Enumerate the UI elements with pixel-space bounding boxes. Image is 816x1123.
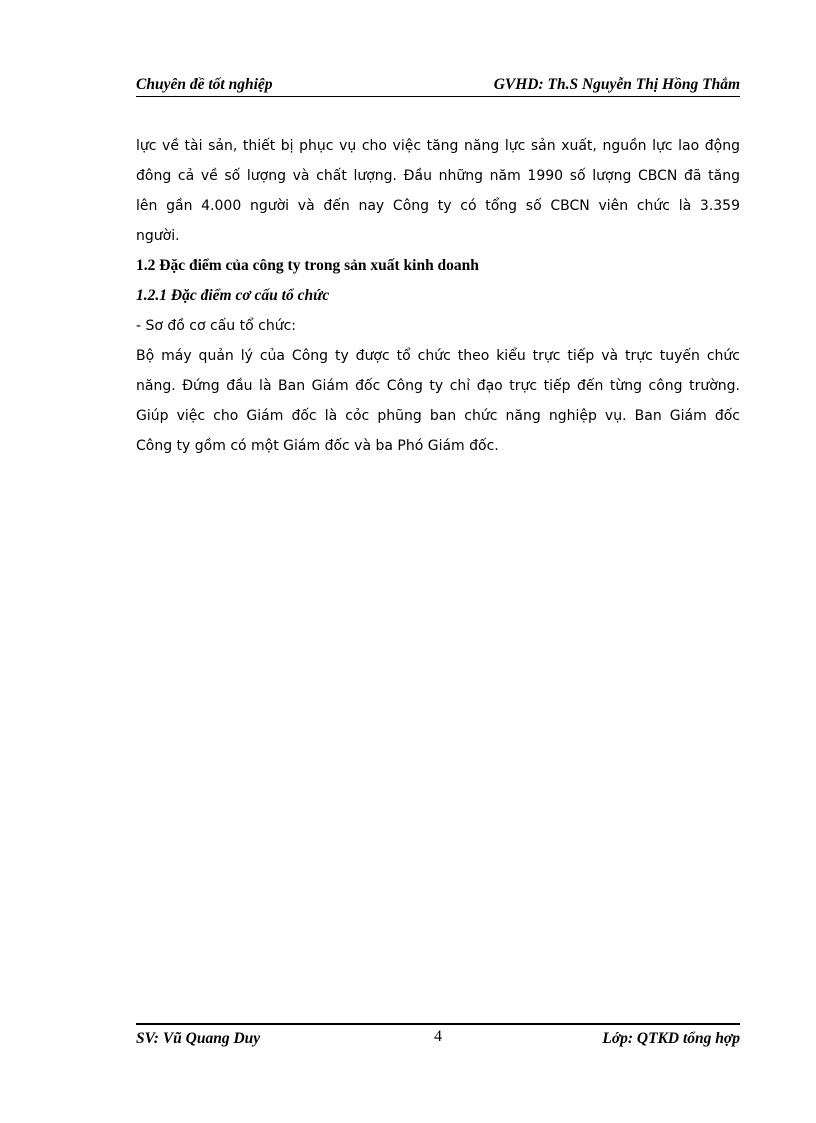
paragraph-line: người. [136,228,180,244]
bullet-org-chart: - Sơ đồ cơ cấu tổ chức: [136,318,296,334]
page-footer [136,1023,740,1051]
footer-class: Lớp: QTKD tổng hợp [602,1030,740,1047]
paragraph-line: lực về tài sản, thiết bị phục vụ cho việc tăng năng lực sản xuất, nguồn lực lao động [136,138,740,154]
header-document-type: Chuyên đề tốt nghiệp [136,76,273,93]
paragraph-line: năng. Đứng đầu là Ban Giám đốc Công ty chỉ đạo trực tiếp đến từng công trường. [136,378,740,394]
paragraph-line: lên gần 4.000 người và đến nay Công ty có tổng số CBCN viên chức là 3.359 [136,198,740,214]
section-heading: 1.2 Đặc điểm của công ty trong sản xuất kinh doanh [136,257,479,274]
paragraph-line: đông cả về số lượng và chất lượng. Đầu những năm 1990 số lượng CBCN đã tăng [136,168,740,184]
paragraph-line: Công ty gồm có một Giám đốc và ba Phó Giám đốc. [136,438,499,454]
page-body [136,131,740,461]
paragraph-resources [136,131,740,251]
paragraph-management [136,341,740,461]
page-header [136,74,740,97]
subsection-heading: 1.2.1 Đặc điểm cơ cấu tổ chức [136,287,330,304]
paragraph-line: Bộ máy quản lý của Công ty được tổ chức theo kiểu trực tiếp và trực tuyến chức [136,348,740,364]
header-supervisor: GVHD: Th.S Nguyễn Thị Hồng Thắm [493,76,740,93]
page-number: 4 [434,1028,442,1045]
paragraph-line: Giúp việc cho Giám đốc là cỏc phũng ban chức năng nghiệp vụ. Ban Giám đốc [136,408,740,424]
footer-student: SV: Vũ Quang Duy [136,1030,261,1047]
